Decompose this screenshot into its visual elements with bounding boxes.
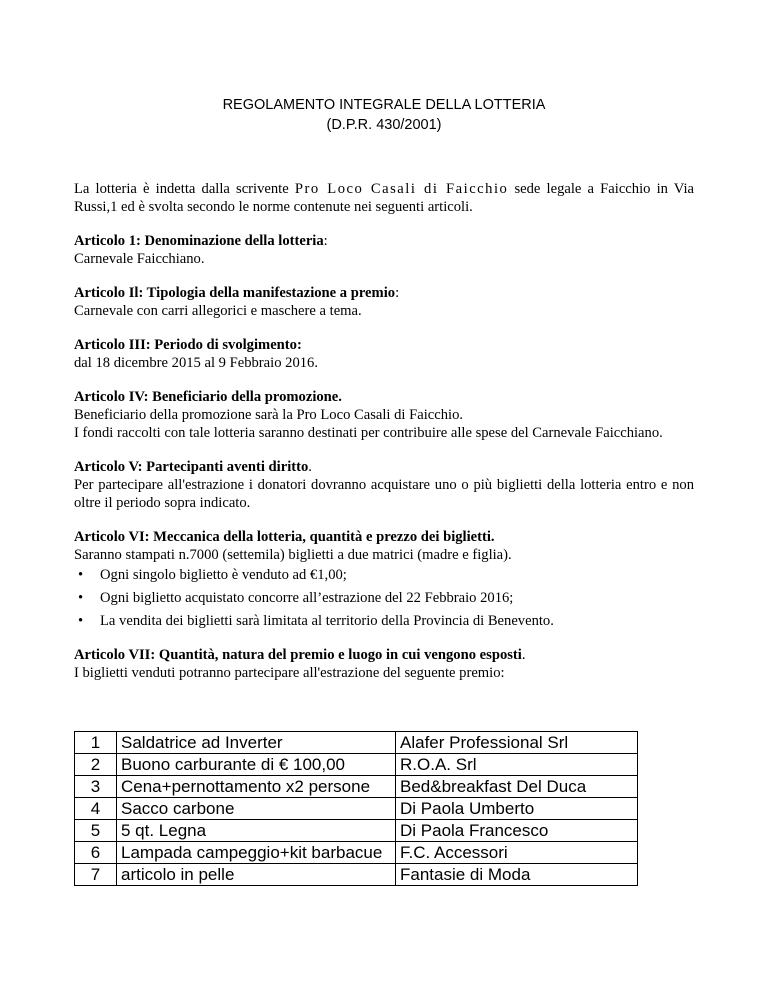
article-heading-text: Articolo Il: Tipologia della manifestazione a premio [74,285,396,301]
article-heading-text: Articolo 1: Denominazione della lotteria [74,233,324,249]
bullet-item [74,612,694,630]
article-heading-punctuation: . [308,459,312,475]
article-6 [74,528,694,630]
article-2 [74,284,694,320]
article-5 [74,458,694,512]
article-heading [74,458,694,476]
article-heading-text: Articolo VI: Meccanica della lotteria, quantità e prezzo dei biglietti. [74,529,495,545]
bullet-list [74,566,694,630]
article-text: Saranno stampati n.7000 (settemila) biglietti a due matrici (madre e figlia). [74,547,512,563]
article-heading-punctuation: : [323,233,328,249]
article-heading-text: Articolo V: Partecipanti aventi diritto [74,459,309,475]
prize-number: 7 [75,864,117,886]
prize-number: 6 [75,842,117,864]
document-subtitle: (D.P.R. 430/2001) [326,117,442,133]
prize-number: 4 [75,798,117,820]
document-title: REGOLAMENTO INTEGRALE DELLA LOTTERIA [222,97,546,113]
prize-row [75,732,638,754]
prizes-table [74,731,638,886]
prize-row [75,754,638,776]
prize-sponsor: F.C. Accessori [396,842,638,864]
article-text: Carnevale con carri allegorici e maschere a tema. [74,303,362,319]
prize-row [75,842,638,864]
prize-number: 1 [75,732,117,754]
prize-name: articolo in pelle [117,864,396,886]
prize-row [75,776,638,798]
article-text: Carnevale Faicchiano. [74,251,205,267]
prize-number: 2 [75,754,117,776]
article-1 [74,232,694,268]
prize-row [75,798,638,820]
prize-name: Buono carburante di € 100,00 [117,754,396,776]
bullet-text: Ogni singolo biglietto è venduto ad €1,00; [100,567,347,583]
prize-sponsor: Alafer Professional Srl [396,732,638,754]
article-text: dal 18 dicembre 2015 al 9 Febbraio 2016. [74,355,318,371]
article-heading [74,284,694,302]
prize-number: 5 [75,820,117,842]
organizer-name: Pro Loco Casali di Faicchio [294,181,509,197]
article-heading-punctuation: . [521,647,526,663]
prize-sponsor: Di Paola Umberto [396,798,638,820]
prize-row [75,820,638,842]
articles-list [74,232,694,682]
article-heading [74,336,694,354]
prize-name: Lampada campeggio+kit barbacue [117,842,396,864]
article-3 [74,336,694,372]
article-heading [74,232,694,250]
bullet-icon: • [78,567,84,583]
bullet-text: Ogni biglietto acquistato concorre all’estrazione del 22 Febbraio 2016; [100,590,514,606]
intro-text-start: La lotteria è indetta dalla scrivente [74,181,295,197]
bullet-item [74,589,694,607]
bullet-icon: • [78,613,84,629]
article-7 [74,646,694,682]
article-text: Beneficiario della promozione sarà la Pro Loco Casali di Faicchio. [74,407,464,423]
prize-name: 5 qt. Legna [117,820,396,842]
prize-number: 3 [75,776,117,798]
article-heading-punctuation: : [395,285,400,301]
prize-name: Saldatrice ad Inverter [117,732,396,754]
prize-sponsor: Fantasie di Moda [396,864,638,886]
article-text: I biglietti venduti potranno partecipare all'estrazione del seguente premio: [74,665,505,681]
document-body [74,180,694,682]
bullet-text: La vendita dei biglietti sarà limitata al territorio della Provincia di Benevento. [100,613,554,629]
article-heading [74,646,694,664]
article-heading-text: Articolo IV: Beneficiario della promozione. [74,389,342,405]
article-text: I fondi raccolti con tale lotteria saranno destinati per contribuire alle spese del Carnevale Faicchiano. [74,425,663,441]
intro-paragraph [74,180,694,216]
article-heading [74,528,694,546]
article-4 [74,388,694,442]
article-heading-text: Articolo VII: Quantità, natura del premio e luogo in cui vengono esposti [74,647,522,663]
article-heading [74,388,694,406]
bullet-item [74,566,694,584]
article-text: Per partecipare all'estrazione i donatori dovranno acquistare uno o più biglietti della lotteria entro e non oltre il periodo sopra indicato. [74,477,694,511]
prize-name: Cena+pernottamento x2 persone [117,776,396,798]
article-heading-text: Articolo III: Periodo di svolgimento: [74,337,302,353]
intro-text-end: sede legale a Faicchio in Via Russi,1 ed è svolta secondo le norme contenute nei seguenti articoli. [74,181,695,215]
prize-row [75,864,638,886]
prize-sponsor: Bed&breakfast Del Duca [396,776,638,798]
prize-sponsor: Di Paola Francesco [396,820,638,842]
prize-sponsor: R.O.A. Srl [396,754,638,776]
bullet-icon: • [78,590,84,606]
prize-name: Sacco carbone [117,798,396,820]
